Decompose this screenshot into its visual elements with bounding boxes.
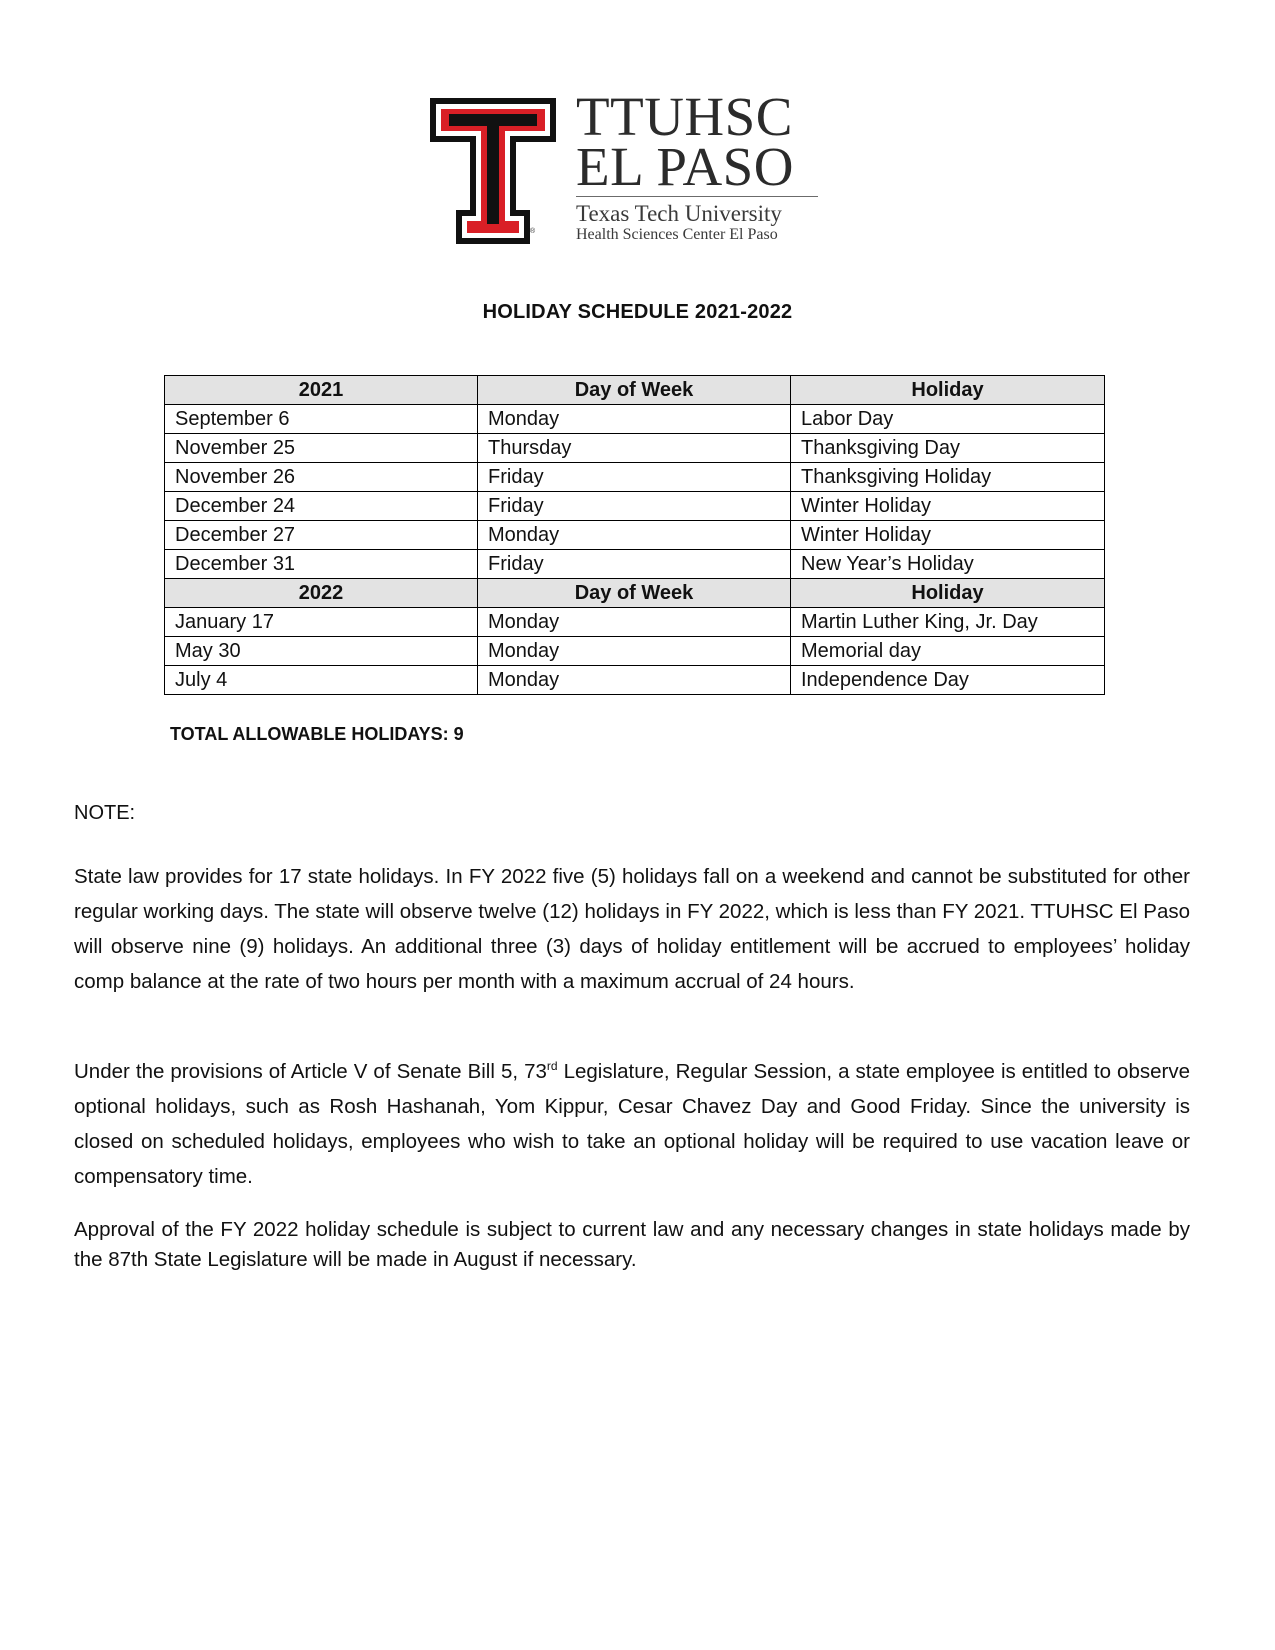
table-row <box>165 434 1105 463</box>
header-year-cell: 2021 <box>165 376 478 405</box>
holiday-name-cell: Thanksgiving Holiday <box>791 463 1105 492</box>
day-of-week-cell: Monday <box>478 405 791 434</box>
note-label: NOTE: <box>74 802 136 824</box>
logo-line-el-paso: EL PASO <box>576 136 794 197</box>
date-cell: November 25 <box>165 434 478 463</box>
date-cell: July 4 <box>165 666 478 695</box>
holiday-name-cell: Winter Holiday <box>791 492 1105 521</box>
day-of-week-cell: Monday <box>478 666 791 695</box>
date-cell: December 24 <box>165 492 478 521</box>
date-cell: December 31 <box>165 550 478 579</box>
logo-line-ttuhsc: TTUHSC <box>576 86 793 147</box>
note-paragraph-approval: Approval of the FY 2022 holiday schedule is subject to current law and any necessary changes in state holidays made by the 87th State Legislature will be made in August if necessary. <box>74 1218 1190 1271</box>
date-cell: November 26 <box>165 463 478 492</box>
table-row <box>165 492 1105 521</box>
day-of-week-cell: Friday <box>478 492 791 521</box>
holiday-name-cell: Labor Day <box>791 405 1105 434</box>
total-allowable-holidays: TOTAL ALLOWABLE HOLIDAYS: 9 <box>170 724 464 744</box>
holiday-name-cell: New Year’s Holiday <box>791 550 1105 579</box>
holiday-schedule-table <box>164 375 1105 695</box>
holiday-name-cell: Martin Luther King, Jr. Day <box>791 608 1105 637</box>
note-paragraph-state-law: State law provides for 17 state holidays. In FY 2022 five (5) holidays fall on a weekend and cannot be substituted for other regular working days. The state will observe twelve (12) holidays in FY 2022, which is less than FY 2021. TTUHSC El Paso will observe nine (9) holidays. An additional three (3) days of holiday entitlement will be accrued to employees’ holiday comp balance at the rate of two hours per month with a maximum accrual of 24 hours. <box>74 865 1190 993</box>
table-row <box>165 405 1105 434</box>
header-holiday-cell: Holiday <box>791 579 1105 608</box>
table-header-row <box>165 579 1105 608</box>
p2-text-before: Under the provisions of Article V of Senate Bill 5, 73 <box>74 1060 547 1083</box>
table-row <box>165 637 1105 666</box>
day-of-week-cell: Thursday <box>478 434 791 463</box>
holiday-name-cell: Thanksgiving Day <box>791 434 1105 463</box>
header-day-of-week-cell: Day of Week <box>478 376 791 405</box>
date-cell: January 17 <box>165 608 478 637</box>
day-of-week-cell: Friday <box>478 463 791 492</box>
logo-line-university: Texas Tech University <box>576 201 782 226</box>
double-t-logo-icon <box>430 98 556 244</box>
ttuhsc-el-paso-logo <box>430 86 830 252</box>
date-cell: December 27 <box>165 521 478 550</box>
day-of-week-cell: Monday <box>478 608 791 637</box>
logo-line-center: Health Sciences Center El Paso <box>576 226 778 243</box>
table-row <box>165 666 1105 695</box>
note-paragraph-optional-holidays <box>74 1054 1190 1194</box>
logo-wordmark <box>576 86 836 244</box>
p2-superscript: rd <box>546 1059 558 1074</box>
table-row <box>165 550 1105 579</box>
day-of-week-cell: Monday <box>478 637 791 666</box>
table-row <box>165 521 1105 550</box>
p2-text-after: Legislature, Regular Session, a state employee is entitled to observe optional holidays, such as Rosh Hashanah, Yom Kippur, Cesar Chavez Day and Good Friday. Since the university is closed on scheduled holidays, employees who wish to take an optional holiday will be required to use vacation leave or compensatory time. <box>74 1060 1190 1188</box>
header-day-of-week-cell: Day of Week <box>478 579 791 608</box>
header-holiday-cell: Holiday <box>791 376 1105 405</box>
table-row <box>165 608 1105 637</box>
holiday-name-cell: Memorial day <box>791 637 1105 666</box>
day-of-week-cell: Friday <box>478 550 791 579</box>
holiday-name-cell: Independence Day <box>791 666 1105 695</box>
header-year-cell: 2022 <box>165 579 478 608</box>
date-cell: May 30 <box>165 637 478 666</box>
date-cell: September 6 <box>165 405 478 434</box>
registered-mark: ® <box>530 228 536 235</box>
page-title: HOLIDAY SCHEDULE 2021-2022 <box>482 301 793 323</box>
holiday-name-cell: Winter Holiday <box>791 521 1105 550</box>
day-of-week-cell: Monday <box>478 521 791 550</box>
table-header-row <box>165 376 1105 405</box>
table-row <box>165 463 1105 492</box>
